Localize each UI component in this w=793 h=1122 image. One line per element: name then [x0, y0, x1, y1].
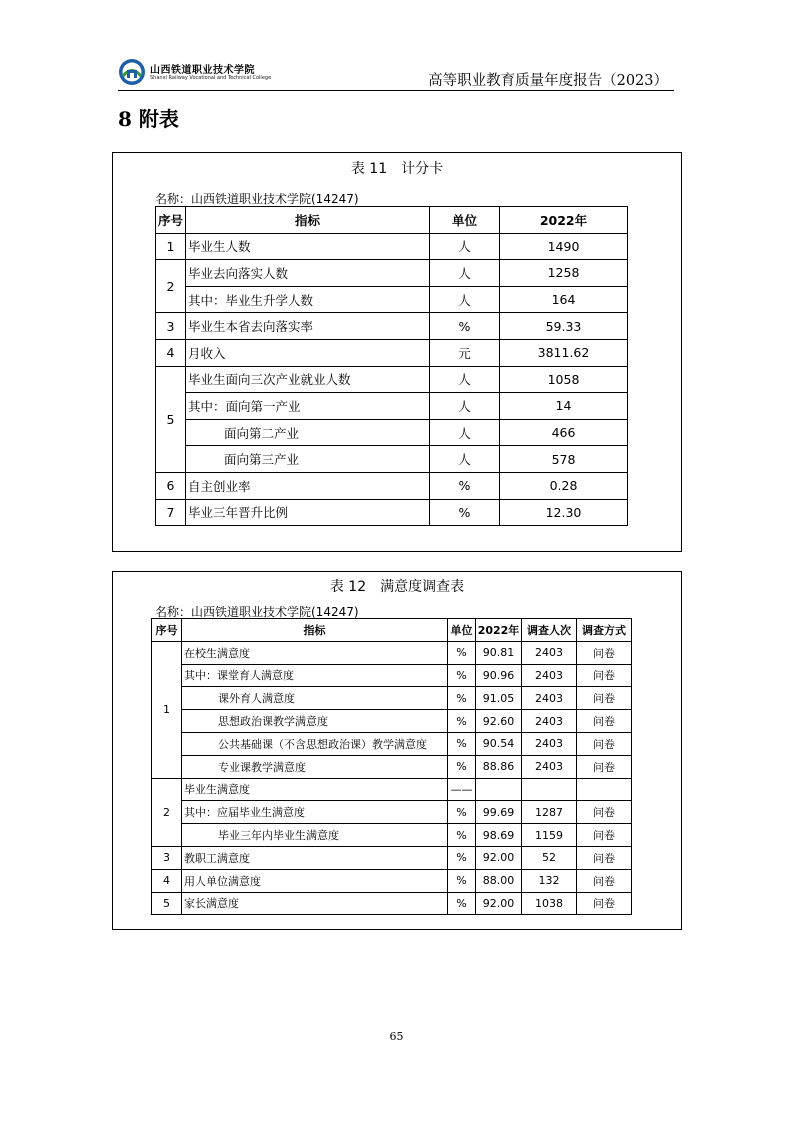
row-index: 1 — [156, 233, 186, 260]
table-row — [156, 393, 628, 420]
value: 98.69 — [476, 824, 522, 847]
unit: % — [448, 801, 476, 824]
row-index: 3 — [152, 846, 182, 869]
survey-count: 2403 — [522, 710, 577, 733]
col-header: 单位 — [448, 619, 476, 642]
survey-method: 问卷 — [577, 710, 632, 733]
survey-method: 问卷 — [577, 732, 632, 755]
scorecard-table — [155, 206, 628, 526]
indicator-name: 面向第二产业 — [186, 419, 430, 446]
value: 59.33 — [500, 313, 628, 340]
survey-count — [522, 778, 577, 801]
row-index: 5 — [152, 892, 182, 915]
table-row — [152, 824, 632, 847]
survey-method: 问卷 — [577, 641, 632, 664]
table-row — [152, 664, 632, 687]
indicator-name: 毕业去向落实人数 — [186, 260, 430, 287]
table-row — [156, 260, 628, 287]
unit: % — [448, 869, 476, 892]
unit: % — [448, 755, 476, 778]
indicator-name: 面向第三产业 — [186, 446, 430, 473]
value: 90.96 — [476, 664, 522, 687]
survey-count: 132 — [522, 869, 577, 892]
indicator-name: 课外育人满意度 — [182, 687, 448, 710]
survey-method: 问卷 — [577, 892, 632, 915]
col-header: 单位 — [430, 207, 500, 234]
unit: 人 — [430, 446, 500, 473]
survey-method: 问卷 — [577, 846, 632, 869]
row-index: 3 — [156, 313, 186, 340]
table-row — [152, 846, 632, 869]
unit: % — [448, 846, 476, 869]
value: 88.00 — [476, 869, 522, 892]
indicator-name: 自主创业率 — [186, 472, 430, 499]
value: 1058 — [500, 366, 628, 393]
indicator-name: 其中：毕业生升学人数 — [186, 286, 430, 313]
value — [476, 778, 522, 801]
indicator-name: 其中：应届毕业生满意度 — [182, 801, 448, 824]
indicator-name: 教职工满意度 — [182, 846, 448, 869]
survey-method: 问卷 — [577, 755, 632, 778]
indicator-name: 公共基础课（不含思想政治课）教学满意度 — [182, 732, 448, 755]
row-index: 2 — [152, 778, 182, 846]
col-header: 2022年 — [500, 207, 628, 234]
unit: % — [448, 824, 476, 847]
unit: % — [448, 892, 476, 915]
logo-text-cn: 山西铁道职业技术学院 — [150, 65, 255, 76]
value: 99.69 — [476, 801, 522, 824]
unit: 人 — [430, 419, 500, 446]
value: 14 — [500, 393, 628, 420]
table-header-row — [152, 619, 632, 642]
value: 90.54 — [476, 732, 522, 755]
survey-method: 问卷 — [577, 869, 632, 892]
survey-count: 1159 — [522, 824, 577, 847]
table-row — [152, 869, 632, 892]
row-index: 6 — [156, 472, 186, 499]
table-row — [152, 687, 632, 710]
unit: % — [448, 664, 476, 687]
indicator-name: 思想政治课教学满意度 — [182, 710, 448, 733]
survey-count: 52 — [522, 846, 577, 869]
indicator-name: 毕业生面向三次产业就业人数 — [186, 366, 430, 393]
col-header: 指标 — [186, 207, 430, 234]
value: 578 — [500, 446, 628, 473]
survey-count: 2403 — [522, 732, 577, 755]
indicator-name: 在校生满意度 — [182, 641, 448, 664]
unit: 人 — [430, 393, 500, 420]
table-row — [152, 892, 632, 915]
value: 92.00 — [476, 846, 522, 869]
unit: —— — [448, 778, 476, 801]
survey-count: 2403 — [522, 687, 577, 710]
col-header: 指标 — [182, 619, 448, 642]
value: 92.60 — [476, 710, 522, 733]
table11-frame — [112, 152, 682, 552]
table11-caption: 表 11 计分卡 — [350, 161, 444, 177]
survey-count: 2403 — [522, 664, 577, 687]
table-row — [152, 778, 632, 801]
table-row — [156, 419, 628, 446]
col-header: 调查人次 — [522, 619, 577, 642]
survey-method: 问卷 — [577, 687, 632, 710]
indicator-name: 用人单位满意度 — [182, 869, 448, 892]
indicator-name: 其中：课堂育人满意度 — [182, 664, 448, 687]
page-header — [118, 55, 674, 91]
value: 1490 — [500, 233, 628, 260]
table-row — [156, 233, 628, 260]
unit: 人 — [430, 260, 500, 287]
value: 164 — [500, 286, 628, 313]
col-header: 序号 — [156, 207, 186, 234]
row-index: 1 — [152, 641, 182, 778]
table-header-row — [156, 207, 628, 234]
value: 3811.62 — [500, 339, 628, 366]
unit: 元 — [430, 339, 500, 366]
row-index: 5 — [156, 366, 186, 472]
section-title: 8 附表 — [118, 107, 179, 131]
page-number: 65 — [389, 1030, 404, 1043]
col-header: 调查方式 — [577, 619, 632, 642]
indicator-name: 毕业生本省去向落实率 — [186, 313, 430, 340]
table-row — [156, 286, 628, 313]
header-divider — [118, 90, 674, 91]
survey-method — [577, 778, 632, 801]
table12-frame — [112, 571, 682, 930]
indicator-name: 毕业三年晋升比例 — [186, 499, 430, 526]
value: 91.05 — [476, 687, 522, 710]
indicator-name: 家长满意度 — [182, 892, 448, 915]
table12-institution: 名称：山西铁道职业技术学院(14247) — [155, 605, 359, 619]
survey-count: 2403 — [522, 755, 577, 778]
college-logo-icon — [118, 58, 146, 86]
value: 466 — [500, 419, 628, 446]
table-row — [152, 732, 632, 755]
unit: % — [430, 313, 500, 340]
unit: 人 — [430, 366, 500, 393]
unit: 人 — [430, 233, 500, 260]
table11-institution: 名称：山西铁道职业技术学院(14247) — [155, 192, 359, 206]
table-row — [152, 641, 632, 664]
col-header: 序号 — [152, 619, 182, 642]
indicator-name: 毕业三年内毕业生满意度 — [182, 824, 448, 847]
table-row — [156, 446, 628, 473]
value: 92.00 — [476, 892, 522, 915]
table-row — [156, 499, 628, 526]
unit: % — [430, 499, 500, 526]
table-row — [156, 313, 628, 340]
survey-method: 问卷 — [577, 824, 632, 847]
row-index: 2 — [156, 260, 186, 313]
table-row — [156, 366, 628, 393]
value: 0.28 — [500, 472, 628, 499]
indicator-name: 专业课教学满意度 — [182, 755, 448, 778]
survey-count: 1038 — [522, 892, 577, 915]
survey-method: 问卷 — [577, 801, 632, 824]
value: 88.86 — [476, 755, 522, 778]
value: 12.30 — [500, 499, 628, 526]
value: 1258 — [500, 260, 628, 287]
table-row — [156, 339, 628, 366]
row-index: 4 — [156, 339, 186, 366]
unit: % — [448, 687, 476, 710]
row-index: 7 — [156, 499, 186, 526]
table-row — [152, 755, 632, 778]
table-row — [152, 710, 632, 733]
indicator-name: 月收入 — [186, 339, 430, 366]
report-title: 高等职业教育质量年度报告（2023） — [428, 73, 668, 89]
value: 90.81 — [476, 641, 522, 664]
table-row — [152, 801, 632, 824]
table-row — [156, 472, 628, 499]
indicator-name: 其中：面向第一产业 — [186, 393, 430, 420]
row-index: 4 — [152, 869, 182, 892]
indicator-name: 毕业生满意度 — [182, 778, 448, 801]
unit: 人 — [430, 286, 500, 313]
unit: % — [448, 710, 476, 733]
unit: % — [430, 472, 500, 499]
indicator-name: 毕业生人数 — [186, 233, 430, 260]
unit: % — [448, 641, 476, 664]
satisfaction-table — [151, 618, 632, 915]
col-header: 2022年 — [476, 619, 522, 642]
table12-caption: 表 12 满意度调查表 — [329, 579, 465, 595]
logo-text-en: Shanxi Railway Vocational and Technical College — [150, 75, 272, 81]
survey-count: 1287 — [522, 801, 577, 824]
survey-count: 2403 — [522, 641, 577, 664]
unit: % — [448, 732, 476, 755]
survey-method: 问卷 — [577, 664, 632, 687]
